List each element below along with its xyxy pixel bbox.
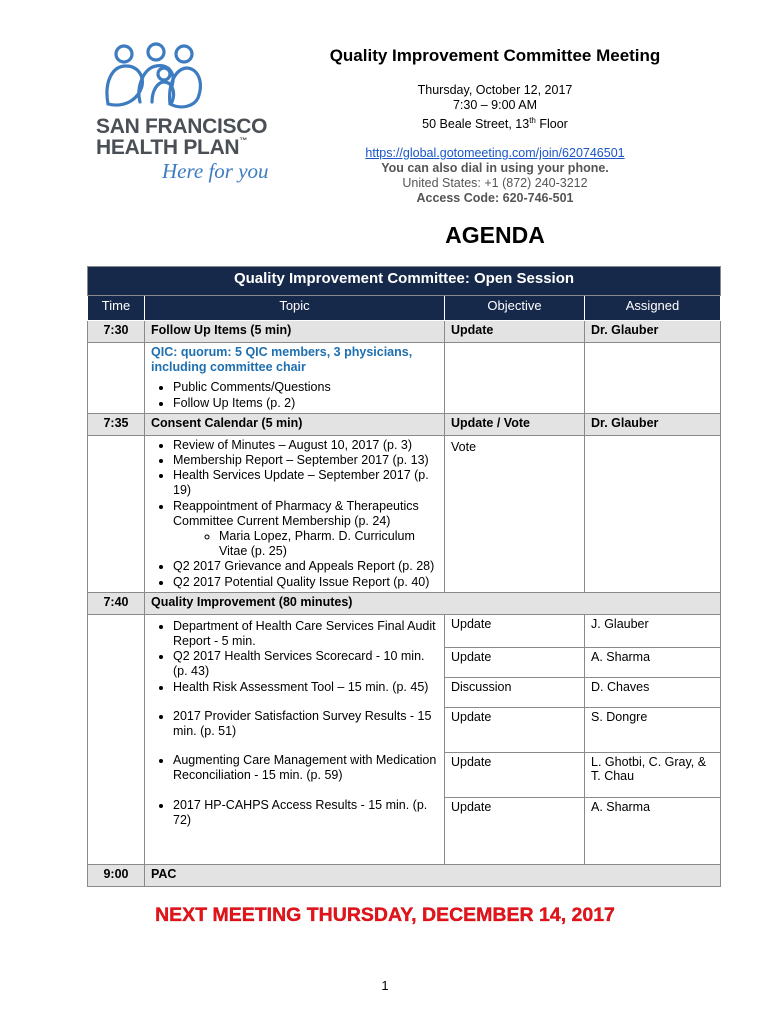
table-row — [88, 321, 721, 343]
bullet-list — [151, 380, 438, 410]
row-time: 9:00 — [88, 864, 145, 886]
bullet-list — [151, 438, 438, 590]
row-topic: Follow Up Items (5 min) — [145, 321, 445, 343]
header-assigned: Assigned — [585, 296, 721, 321]
meeting-time: 7:30 – 9:00 AM — [452, 98, 538, 112]
meeting-date: Thursday, October 12, 2017 — [417, 83, 573, 97]
row-assignees: J. Glauber A. Sharma D. Chaves S. Dongre L. Ghotbi, C. Gray, & T. Chau A. Sharma — [585, 614, 721, 864]
row-topic: Quality Improvement (80 minutes) — [145, 592, 721, 614]
access-code: Access Code: 620-746-501 — [416, 191, 574, 206]
next-meeting-banner: NEXT MEETING THURSDAY, DECEMBER 14, 2017 — [155, 904, 615, 926]
sfhp-logo — [92, 42, 269, 183]
list-item: • Membership Report – September 2017 (p. 13) — [173, 453, 438, 468]
row-objective: Update / Vote — [445, 413, 585, 435]
page-number: 1 — [381, 978, 389, 993]
table-row — [88, 435, 721, 592]
dial-in-note: You can also dial in using your phone. — [381, 161, 609, 176]
logo-line1: SAN FRANCISCO — [96, 115, 268, 138]
family-figures-icon — [94, 42, 224, 114]
list-item: • Health Risk Assessment Tool – 15 min. (p. 45) — [173, 680, 438, 695]
row-assigned: Dr. Glauber — [585, 413, 721, 435]
header-time: Time — [88, 296, 145, 321]
list-item: • Follow Up Items (p. 2) — [173, 396, 438, 411]
row-objective: Update — [445, 321, 585, 343]
list-item: • Public Comments/Questions — [173, 380, 438, 395]
logo-line2: HEALTH PLAN™ — [96, 136, 248, 159]
bullet-list — [151, 619, 438, 828]
table-row — [88, 413, 721, 435]
gotomeeting-link[interactable]: https://global.gotomeeting.com/join/620746501 — [365, 146, 625, 161]
quorum-note: QIC: quorum: 5 QIC members, 3 physicians, including committee chair — [151, 345, 413, 375]
list-item: • 2017 Provider Satisfaction Survey Results - 15 min. (p. 51) — [173, 709, 438, 739]
header-objective: Objective — [445, 296, 585, 321]
table-row — [88, 343, 721, 414]
list-item: • Q2 2017 Health Services Scorecard - 10 min. (p. 43) — [173, 649, 438, 679]
row-topic: PAC — [145, 864, 721, 886]
dial-in-phone: United States: +1 (872) 240-3212 — [402, 176, 588, 191]
meeting-header — [300, 46, 690, 206]
agenda-table — [87, 266, 721, 887]
row-details — [145, 614, 445, 864]
row-objective: Vote — [445, 435, 585, 592]
logo-tagline: Here for you — [162, 159, 269, 183]
list-item: • Department of Health Care Services Final Audit Report - 5 min. — [173, 619, 438, 649]
list-item: • Review of Minutes – August 10, 2017 (p. 3) — [173, 438, 438, 453]
row-objectives: Update Update Discussion Update Update Update — [445, 614, 585, 864]
agenda-heading: AGENDA — [445, 222, 545, 248]
list-item: • Q2 2017 Potential Quality Issue Report (p. 40) — [173, 575, 438, 590]
sub-bullet-list — [173, 529, 438, 559]
trademark-mark: ™ — [239, 136, 248, 145]
table-header-row — [88, 296, 721, 321]
row-time: 7:35 — [88, 413, 145, 435]
row-time: 7:30 — [88, 321, 145, 343]
row-details — [145, 343, 445, 414]
section-title: Quality Improvement Committee: Open Session — [88, 267, 721, 296]
table-row — [88, 592, 721, 614]
table-title-row — [88, 267, 721, 296]
row-assigned: Dr. Glauber — [585, 321, 721, 343]
row-topic: Consent Calendar (5 min) — [145, 413, 445, 435]
header-topic: Topic — [145, 296, 445, 321]
list-item: • Augmenting Care Management with Medication Reconciliation - 15 min. (p. 59) — [173, 753, 438, 783]
table-row — [88, 864, 721, 886]
row-details — [145, 435, 445, 592]
table-row — [88, 614, 721, 864]
list-item: • Health Services Update – September 2017 (p. 19) — [173, 468, 438, 498]
list-item: • Reappointment of Pharmacy & Therapeutics Committee Current Membership (p. 24) ◦ Maria Lopez, Pharm. D. Curriculum Vitae (p. 25) — [173, 499, 438, 560]
list-item: • 2017 HP-CAHPS Access Results - 15 min. (p. 72) — [173, 798, 438, 828]
meeting-address: 50 Beale Street, 13th Floor — [422, 116, 568, 132]
list-item: ◦ Maria Lopez, Pharm. D. Curriculum Vitae (p. 25) — [219, 529, 438, 559]
row-time: 7:40 — [88, 592, 145, 614]
list-item: • Q2 2017 Grievance and Appeals Report (p. 28) — [173, 559, 438, 574]
meeting-title: Quality Improvement Committee Meeting — [329, 46, 661, 65]
